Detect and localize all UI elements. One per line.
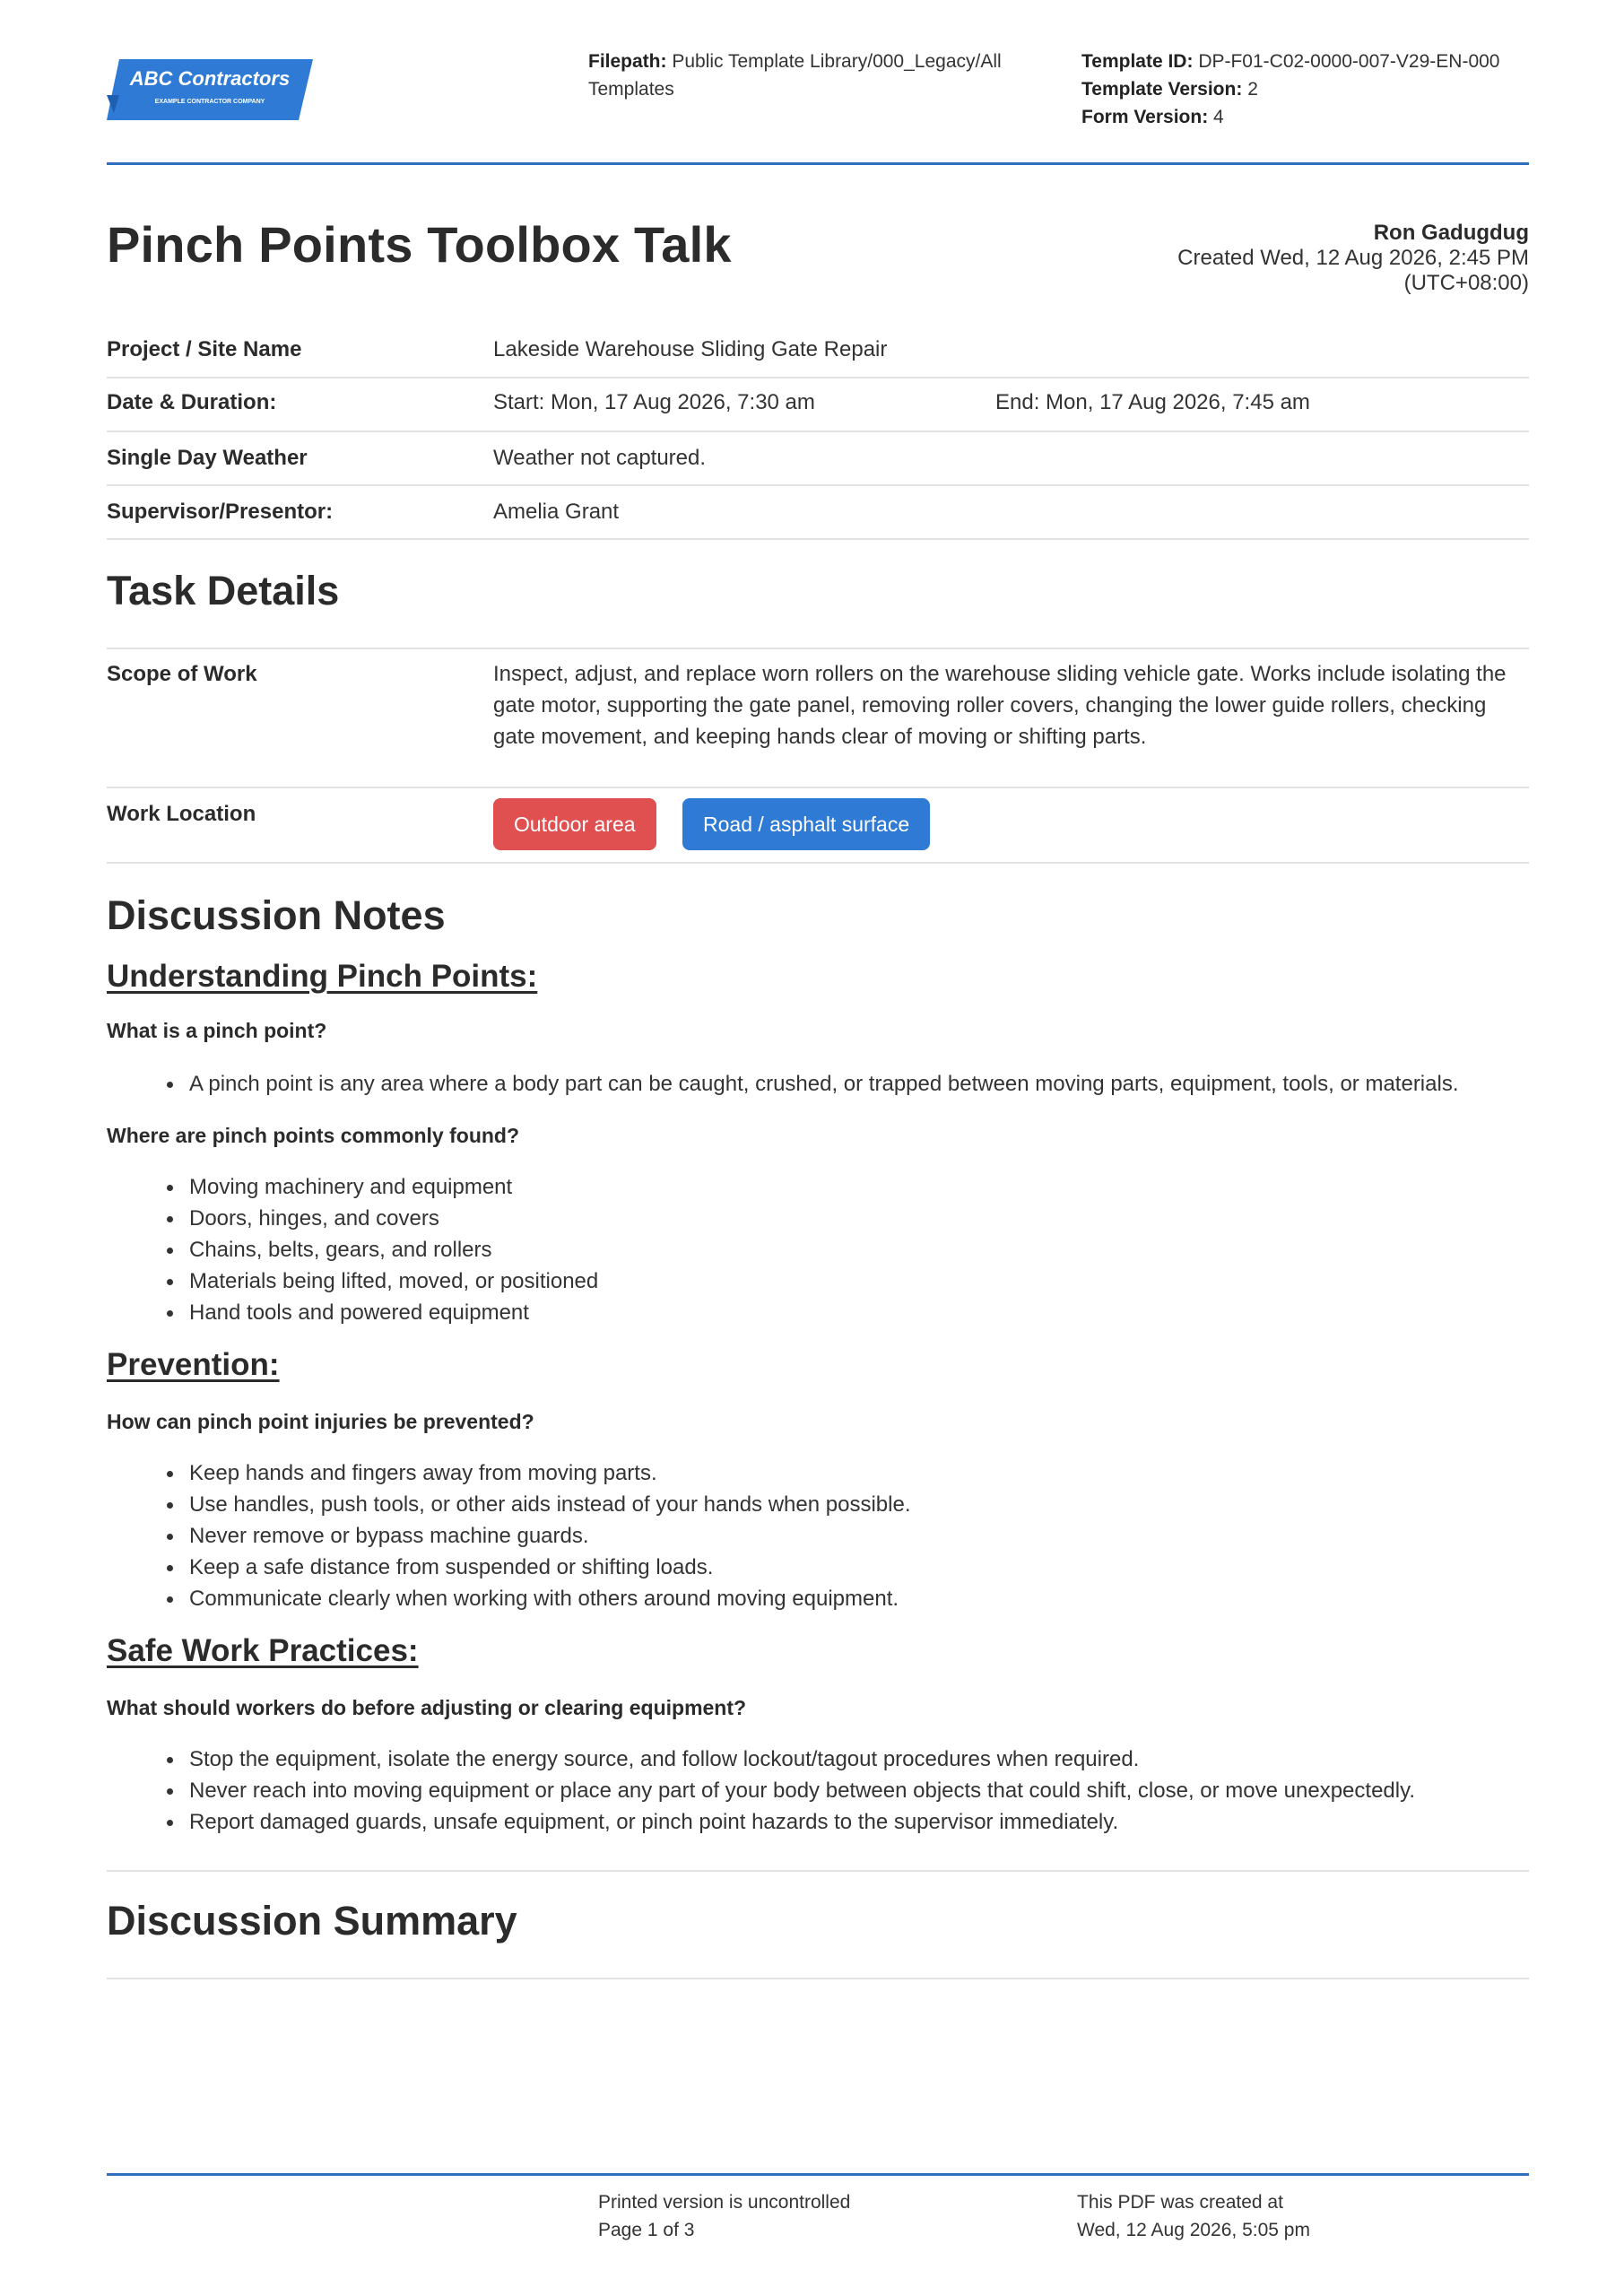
list-item: Stop the equipment, isolate the energy source, and follow lockout/tagout procedures when required. [187, 1744, 1415, 1775]
supervisor-row [107, 486, 1529, 540]
footer-page-number: Page 1 of 3 [598, 2220, 695, 2240]
created-timezone: (UTC+08:00) [1403, 271, 1529, 295]
scope-label: Scope of Work [107, 662, 257, 686]
location-label: Work Location [107, 802, 256, 826]
scope-row [107, 649, 1529, 788]
weather-row [107, 432, 1529, 486]
location-row [107, 788, 1529, 864]
template-id-label: Template ID: [1081, 51, 1194, 72]
list-item: Never remove or bypass machine guards. [187, 1520, 911, 1552]
scope-value: Inspect, adjust, and replace worn rollers on the warehouse sliding vehicle gate. Works include isolating the gate motor, supporting the gate panel, removing roller covers, changing the lower guide rollers, checking gate movement, and keeping hands clear of moving or shifting parts. [493, 662, 1507, 749]
form-version-value: 4 [1213, 107, 1224, 127]
task-details-heading: Task Details [107, 568, 340, 613]
footer-uncontrolled: Printed version is uncontrolled [598, 2192, 851, 2213]
filepath-meta [588, 48, 1037, 103]
divider [107, 1870, 1529, 1872]
template-meta [1081, 48, 1529, 131]
list-item: Report damaged guards, unsafe equipment, or pinch point hazards to the supervisor immediately. [187, 1806, 1415, 1838]
list-item: Chains, belts, gears, and rollers [187, 1234, 598, 1265]
date-label: Date & Duration: [107, 390, 277, 414]
list-item: Doors, hinges, and covers [187, 1203, 598, 1234]
filepath-label: Filepath: [588, 51, 667, 72]
question-where-found: Where are pinch points commonly found? [107, 1124, 520, 1147]
project-label: Project / Site Name [107, 337, 302, 361]
logo-name: ABC Contractors [129, 67, 291, 90]
logo-tagline: EXAMPLE CONTRACTOR COMPANY [154, 99, 265, 105]
project-value: Lakeside Warehouse Sliding Gate Repair [493, 337, 888, 361]
list-item: Moving machinery and equipment [187, 1171, 598, 1203]
understanding-heading: Understanding Pinch Points: [107, 959, 538, 994]
form-version-label: Form Version: [1081, 107, 1209, 127]
list-item: Keep hands and fingers away from moving parts. [187, 1457, 911, 1489]
page-header [107, 0, 1529, 165]
discussion-notes-heading: Discussion Notes [107, 892, 446, 938]
divider [107, 1978, 1529, 1979]
creator-block [1177, 221, 1529, 296]
page-footer [107, 2173, 1529, 2240]
answer-list-what-is [187, 1068, 1458, 1100]
template-id-value: DP-F01-C02-0000-007-V29-EN-000 [1198, 51, 1500, 72]
list-item: Hand tools and powered equipment [187, 1297, 598, 1328]
supervisor-label: Supervisor/Presentor: [107, 500, 334, 524]
footer-uncontrolled-block [598, 2188, 850, 2244]
tag-outdoor-area: Outdoor area [493, 798, 656, 850]
weather-value: Weather not captured. [493, 446, 707, 470]
question-before-adjusting: What should workers do before adjusting or clearing equipment? [107, 1696, 747, 1719]
discussion-summary-heading: Discussion Summary [107, 1898, 517, 1944]
question-prevention: How can pinch point injuries be prevented? [107, 1410, 534, 1433]
list-item: Use handles, push tools, or other aids instead of your hands when possible. [187, 1489, 911, 1520]
template-version-value: 2 [1247, 79, 1258, 100]
footer-created-block [1077, 2188, 1310, 2244]
question-what-is: What is a pinch point? [107, 1019, 327, 1042]
creator-name: Ron Gadugdug [1373, 221, 1529, 245]
date-duration-row [107, 378, 1529, 432]
created-date: Created Wed, 12 Aug 2026, 2:45 PM [1177, 246, 1529, 270]
list-item: Never reach into moving equipment or place any part of your body between objects that could shift, close, or move unexpectedly. [187, 1775, 1415, 1806]
company-logo [107, 59, 313, 120]
prevention-heading: Prevention: [107, 1347, 280, 1382]
weather-label: Single Day Weather [107, 446, 308, 470]
date-end: End: Mon, 17 Aug 2026, 7:45 am [995, 390, 1310, 414]
safe-practices-heading: Safe Work Practices: [107, 1633, 419, 1668]
list-item: Materials being lifted, moved, or positioned [187, 1265, 598, 1297]
date-start: Start: Mon, 17 Aug 2026, 7:30 am [493, 390, 815, 414]
footer-created-value: Wed, 12 Aug 2026, 5:05 pm [1077, 2220, 1310, 2240]
list-item: A pinch point is any area where a body part can be caught, crushed, or trapped between moving parts, equipment, tools, or materials. [187, 1068, 1458, 1100]
page-title: Pinch Points Toolbox Talk [107, 216, 732, 273]
answer-list-before-adjusting [187, 1744, 1415, 1838]
filepath-value: Public Template Library/000_Legacy/All Templates [588, 51, 1002, 100]
tag-road-asphalt: Road / asphalt surface [682, 798, 930, 850]
footer-created-label: This PDF was created at [1077, 2192, 1283, 2213]
answer-list-prevention [187, 1457, 911, 1614]
answer-list-where-found [187, 1171, 598, 1328]
list-item: Keep a safe distance from suspended or shifting loads. [187, 1552, 911, 1583]
supervisor-value: Amelia Grant [493, 500, 620, 524]
list-item: Communicate clearly when working with others around moving equipment. [187, 1583, 911, 1614]
document-page [107, 0, 1529, 2296]
project-row [107, 325, 1529, 378]
template-version-label: Template Version: [1081, 79, 1243, 100]
